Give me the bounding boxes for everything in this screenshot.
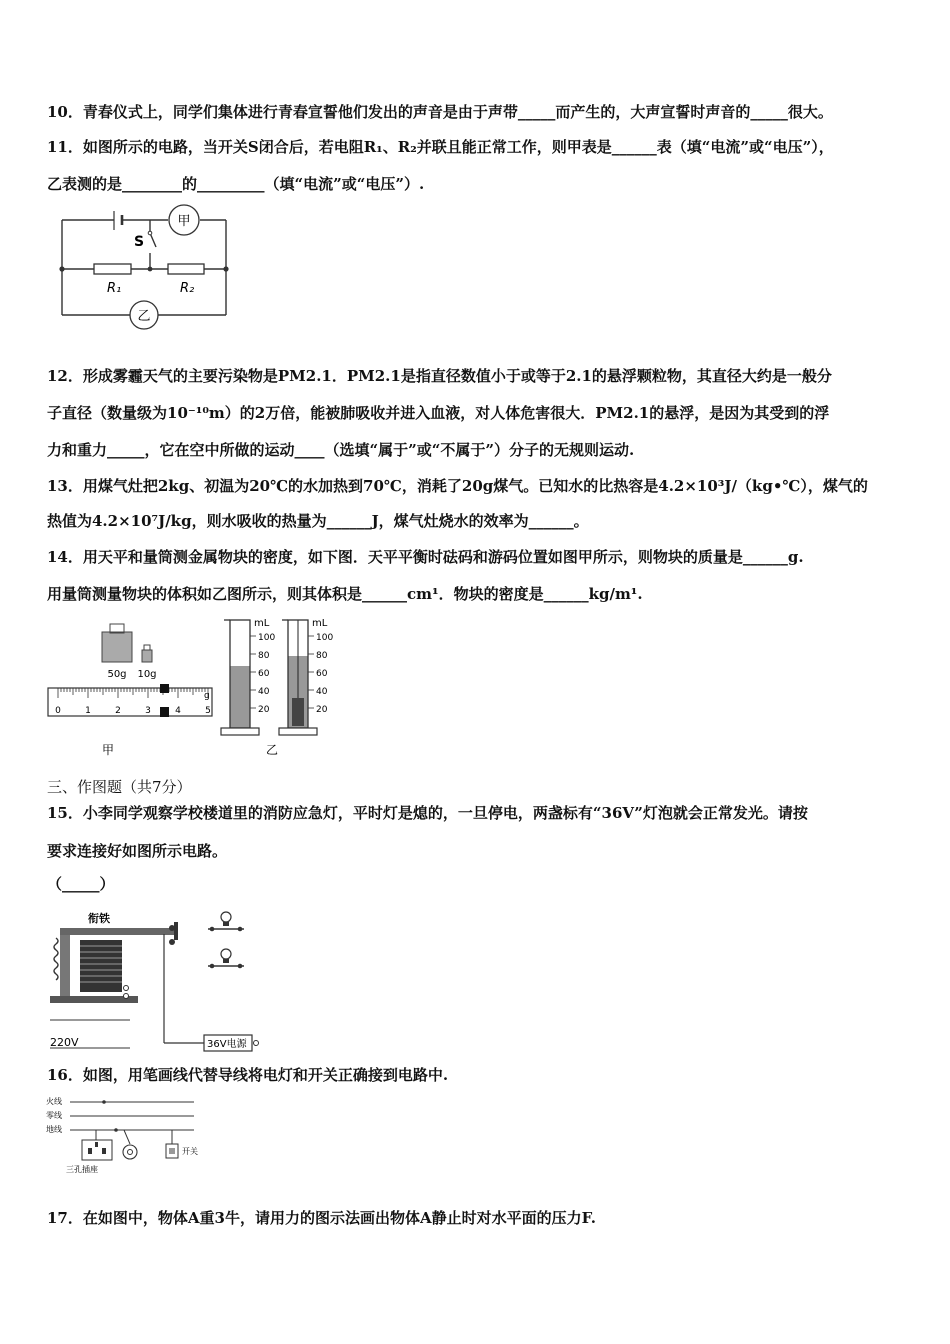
q13-line2: 热值为4.2×10⁷J/kg，则水吸收的热量为______J，煤气灶烧水的效率为______。	[47, 512, 589, 530]
coil	[80, 940, 122, 992]
q17-line1: 17．在如图中，物体A重3牛，请用力的图示法画出物体A静止时对水平面的压力F.	[47, 1209, 596, 1227]
q13-line1: 13．用煤气灶把2kg、初温为20℃的水加热到70℃，消耗了20g煤气。已知水的比热容是4.2×10³J/（kg•℃），煤气的	[47, 477, 868, 495]
weight-10g	[142, 650, 152, 662]
cyl-right-tick-60: 60	[316, 669, 328, 679]
rider-bottom	[160, 707, 169, 717]
cyl-left-tick-40: 40	[258, 687, 270, 697]
lamp	[123, 1130, 137, 1159]
socket-label: 三孔插座	[66, 1165, 98, 1174]
q15-line2: 要求连接好如图所示电路。	[47, 842, 228, 860]
q11-line2: 乙表测的是________的_________（填“电流”或“电压”）.	[47, 175, 425, 193]
r1-label: R₁	[107, 281, 122, 296]
cyl-left-tick-80: 80	[258, 651, 270, 661]
lamp-2	[208, 949, 244, 968]
r1-resistor	[94, 264, 131, 274]
q16-household-circuit-figure	[44, 1094, 204, 1178]
q16-line1: 16．如图，用笔画线代替导线将电灯和开关正确接到电路中.	[47, 1066, 449, 1084]
bulb-icon	[221, 912, 231, 922]
q15-line1: 15．小李同学观察学校楼道里的消防应急灯，平时灯是熄的，一旦停电，两盏标有“36V”灯泡就会正常发光。请按	[47, 804, 808, 822]
cyl-right-tick-100: 100	[316, 633, 334, 643]
ruler-label-5: 5	[205, 706, 211, 716]
ruler-label-4: 4	[175, 706, 181, 716]
ruler-label-1: 1	[85, 706, 91, 716]
label-jia: 甲	[102, 743, 115, 757]
r2-resistor	[168, 264, 204, 274]
armature	[60, 928, 178, 935]
weight-10g-label: 10g	[137, 669, 157, 680]
beam-ruler	[48, 688, 212, 716]
ruler-label-3: 3	[145, 706, 151, 716]
q14-balance-figure	[46, 616, 218, 762]
q14-line2: 用量筒测量物块的体积如乙图所示，则其体积是______cm¹．物块的密度是______kg/m¹.	[47, 585, 643, 603]
ground-wire-label: 地线	[46, 1125, 62, 1134]
neutral-wire-label: 零线	[46, 1111, 62, 1120]
q11-line1: 11．如图所示的电路，当开关S闭合后，若电阻R₁、R₂并联且能正常工作，则甲表是______表（填“电流”或“电压”），	[47, 138, 834, 156]
mains-label: 220V	[50, 1036, 79, 1049]
weight-50g-label: 50g	[107, 669, 127, 680]
armature-label: 衔铁	[88, 912, 110, 925]
q12-line3: 力和重力_____，它在空中所做的运动____（选填“属于”或“不属于”）分子的无规则运动.	[47, 441, 635, 459]
cylinder-left	[221, 618, 275, 735]
lamp-icon	[123, 1145, 137, 1159]
power-36v-label: 36V电源	[207, 1039, 247, 1050]
unit-right: mL	[312, 618, 328, 629]
meter-b-label: 乙	[137, 309, 151, 324]
unit-left: mL	[254, 618, 270, 629]
r2-label: R₂	[180, 281, 195, 296]
three-hole-socket	[82, 1130, 112, 1160]
label-yi: 乙	[266, 743, 279, 757]
switch-label: S	[134, 234, 145, 250]
cyl-right-tick-40: 40	[316, 687, 328, 697]
q12-line2: 子直径（数量级为10⁻¹⁰m）的2万倍，能被肺吸收并进入血液，对人体危害很大．PM2.1的悬浮，是因为其受到的浮	[47, 404, 830, 422]
live-wire-label: 火线	[46, 1097, 62, 1106]
cyl-left-tick-20: 20	[258, 705, 270, 715]
section3-title: 三、作图题（共7分）	[47, 778, 192, 796]
metal-block	[292, 698, 304, 726]
weight-50g	[102, 632, 132, 662]
switch-label: 开关	[182, 1147, 198, 1156]
q14-cylinder-figure	[218, 616, 342, 762]
q15-relay-figure	[44, 908, 284, 1058]
lamp-1	[208, 912, 244, 931]
spring	[54, 938, 58, 980]
cyl-left-tick-60: 60	[258, 669, 270, 679]
q10-line1: 10．青春仪式上，同学们集体进行青春宣誓他们发出的声音是由于声带_____而产生的，大声宣誓时声音的_____很大。	[47, 103, 833, 121]
q14-line1: 14．用天平和量筒测金属物块的密度，如下图．天平平衡时砝码和游码位置如图甲所示，则物块的质量是______g.	[47, 548, 804, 566]
cyl-right-tick-80: 80	[316, 651, 328, 661]
q15-blank: （_____）	[47, 875, 115, 893]
ruler-unit: g	[204, 691, 210, 701]
switch	[166, 1130, 178, 1158]
cylinder-right	[279, 618, 333, 735]
bulb-icon	[221, 949, 231, 959]
rider-top	[160, 684, 169, 693]
meter-a-label: 甲	[177, 214, 191, 229]
q11-circuit-figure	[52, 203, 237, 333]
ruler-label-0: 0	[55, 706, 61, 716]
ruler-label-2: 2	[115, 706, 121, 716]
q12-line1: 12．形成雾霾天气的主要污染物是PM2.1．PM2.1是指直径数值小于或等于2.1的悬浮颗粒物，其直径大约是一般分	[47, 367, 832, 385]
cyl-right-tick-20: 20	[316, 705, 328, 715]
cyl-left-tick-100: 100	[258, 633, 276, 643]
